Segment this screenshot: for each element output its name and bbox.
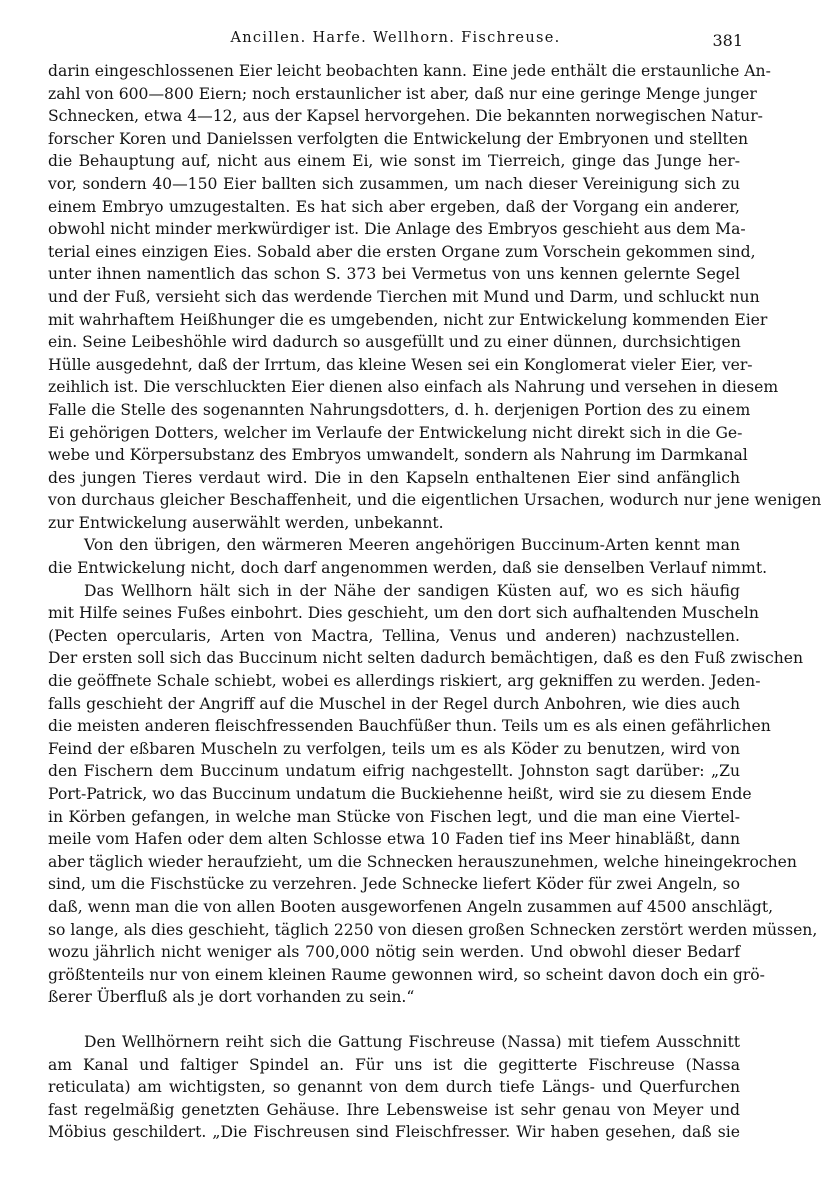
- text-line: die Behauptung auf, nicht aus einem Ei, wie sonst im Tierreich, ginge das Junge her-: [48, 152, 740, 171]
- text-line: aber täglich wieder heraufzieht, um die Schnecken herauszunehmen, welche hineingekrochen: [48, 852, 797, 871]
- text-line: am Kanal und faltiger Spindel an. Für uns ist die gegitterte Fischreuse (Nassa: [48, 1055, 740, 1074]
- text-line: des jungen Tieres verdaut wird. Die in den Kapseln enthaltenen Eier sind anfänglich: [48, 468, 740, 487]
- text-line: mit wahrhaftem Heißhunger die es umgebenden, nicht zur Entwickelung kommenden Eier: [48, 310, 768, 329]
- text-line: von durchaus gleicher Beschaffenheit, und die eigentlichen Ursachen, wodurch nur jene wenigen: [48, 491, 821, 510]
- text-line: Falle die Stelle des sogenannten Nahrungsdotters, d. h. derjenigen Portion des zu einem: [48, 400, 751, 419]
- text-line: Port-Patrick, wo das Buccinum undatum die Buckiehenne heißt, wird sie zu diesem Ende: [48, 785, 752, 803]
- text-line: obwohl nicht minder merkwürdiger ist. Die Anlage des Embryos geschieht aus dem Ma-: [48, 220, 746, 239]
- text-line: einem Embryo umzugestalten. Es hat sich aber ergeben, daß der Vorgang ein anderer,: [48, 197, 740, 216]
- text-line: Von den übrigen, den wärmeren Meeren angehörigen Buccinum-Arten kennt man: [84, 536, 740, 555]
- text-line: daß, wenn man die von allen Booten ausgeworfenen Angeln zusammen auf 4500 anschlägt,: [48, 897, 774, 916]
- text-line: Der ersten soll sich das Buccinum nicht selten dadurch bemächtigen, daß es den Fuß zwischen: [48, 649, 804, 668]
- text-line: größtenteils nur von einem kleinen Raume gewonnen wird, so scheint davon doch ein grö-: [48, 965, 765, 984]
- text-line: darin eingeschlossenen Eier leicht beobachten kann. Eine jede enthält die erstaunliche An-: [48, 62, 771, 80]
- text-line: Hülle ausgedehnt, daß der Irrtum, das kleine Wesen sei ein Konglomerat vieler Eier, ver-: [48, 355, 753, 374]
- text-line: terial eines einzigen Eies. Sobald aber die ersten Organe zum Vorschein gekommen sind,: [48, 242, 756, 261]
- text-line: in Körben gefangen, in welche man Stücke von Fischen legt, und die man eine Viertel-: [48, 807, 740, 826]
- text-line: webe und Körpersubstanz des Embryos umwandelt, sondern als Nahrung im Darmkanal: [48, 446, 748, 465]
- text-line: Schnecken, etwa 4—12, aus der Kapsel hervorgehen. Die bekannten norwegischen Natur-: [48, 107, 763, 126]
- paragraph: [48, 1031, 740, 1144]
- text-line: (Pecten opercularis, Arten von Mactra, Tellina, Venus und anderen) nachzustellen.: [48, 626, 740, 645]
- text-line: meile vom Hafen oder dem alten Schlosse etwa 10 Faden tief ins Meer hinabläßt, dann: [48, 830, 740, 849]
- text-line: ßerer Überfluß als je dort vorhanden zu sein.“: [48, 988, 415, 1007]
- text-line: Feind der eßbaren Muscheln zu verfolgen, teils um es als Köder zu benutzen, wird von: [48, 739, 740, 758]
- page-number: 381: [712, 31, 743, 50]
- paragraph: [48, 580, 818, 1009]
- text-line: die Entwickelung nicht, doch darf angenommen werden, daß sie denselben Verlauf nimmt.: [48, 559, 768, 578]
- text-line: vor, sondern 40—150 Eier ballten sich zusammen, um nach dieser Vereinigung sich zu: [48, 174, 740, 193]
- text-line: mit Hilfe seines Fußes einbohrt. Dies geschieht, um den dort sich aufhaltenden Muscheln: [48, 604, 759, 623]
- paragraph: [48, 534, 768, 579]
- text-line: falls geschieht der Angriff auf die Muschel in der Regel durch Anbohren, wie dies auch: [48, 694, 740, 713]
- running-head: [48, 30, 743, 54]
- text-line: die geöffnete Schale schiebt, wobei es allerdings riskiert, arg gekniffen zu werden. Jeden-: [48, 672, 761, 691]
- text-line: fast regelmäßig genetzten Gehäuse. Ihre Lebensweise ist sehr genau von Meyer und: [48, 1100, 740, 1119]
- paragraph: [48, 60, 821, 534]
- text-line: Ei gehörigen Dotters, welcher im Verlaufe der Entwickelung nicht direkt sich in die Ge-: [48, 423, 743, 442]
- text-line: Möbius geschildert. „Die Fischreusen sind Fleischfresser. Wir haben gesehen, daß sie: [48, 1123, 740, 1142]
- text-line: zahl von 600—800 Eiern; noch erstaunlicher ist aber, daß nur eine geringe Menge junger: [48, 84, 757, 103]
- text-line: ein. Seine Leibeshöhle wird dadurch so ausgefüllt und zu einer dünnen, durchsichtigen: [48, 333, 741, 352]
- text-line: und der Fuß, versieht sich das werdende Tierchen mit Mund und Darm, und schluckt nun: [48, 287, 760, 306]
- text-line: zeihlich ist. Die verschluckten Eier dienen also einfach als Nahrung und versehen in diesem: [48, 378, 779, 397]
- text-line: unter ihnen namentlich das schon S. 373 bei Vermetus von uns kennen gelernte Segel: [48, 265, 740, 284]
- text-line: den Fischern dem Buccinum undatum eifrig nachgestellt. Johnston sagt darüber: „Zu: [48, 762, 740, 781]
- text-line: zur Entwickelung auserwählt werden, unbekannt.: [48, 513, 444, 532]
- text-line: forscher Koren und Danielssen verfolgten die Entwickelung der Embryonen und stellten: [48, 129, 749, 148]
- text-line: wozu jährlich nicht weniger als 700,000 nötig sein werden. Und obwohl dieser Bedarf: [48, 943, 740, 962]
- text-line: Das Wellhorn hält sich in der Nähe der sandigen Küsten auf, wo es sich häufig: [84, 581, 740, 600]
- text-line: sind, um die Fischstücke zu verzehren. Jede Schnecke liefert Köder für zwei Angeln, so: [48, 875, 740, 894]
- text-line: so lange, als dies geschieht, täglich 2250 von diesen großen Schnecken zerstört werden müssen,: [48, 920, 818, 939]
- paragraph-gap: [48, 1009, 740, 1031]
- text-line: Den Wellhörnern reiht sich die Gattung Fischreuse (Nassa) mit tiefem Ausschnitt: [84, 1032, 740, 1051]
- body-text: [48, 60, 821, 1144]
- text-line: die meisten anderen fleischfressenden Bauchfüßer thun. Teils um es als einen gefährlichen: [48, 717, 771, 736]
- text-line: reticulata) am wichtigsten, so genannt von dem durch tiefe Längs- und Querfurchen: [48, 1078, 740, 1097]
- running-title: Ancillen. Harfe. Wellhorn. Fischreuse.: [230, 30, 561, 46]
